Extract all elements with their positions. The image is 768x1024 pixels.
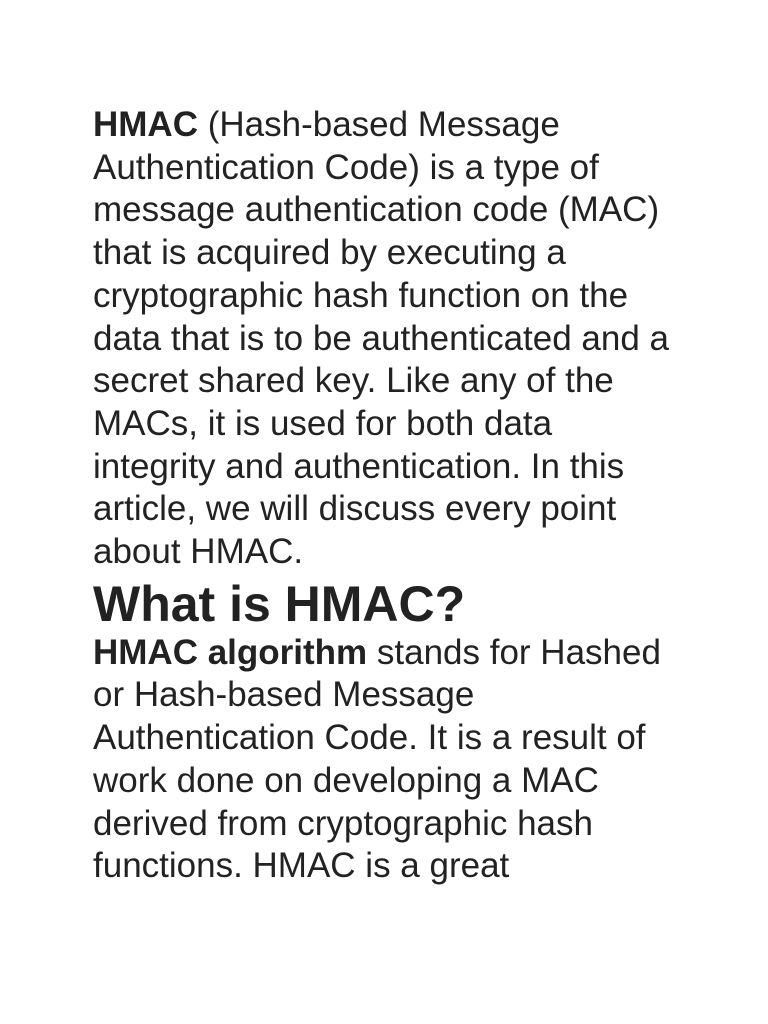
intro-lead-term: HMAC [93, 105, 198, 144]
document-page [93, 104, 683, 888]
intro-text: (Hash-based Message Authentication Code) is a type of message authentication code (MAC) that is acquired by executing a cryptographic hash function on the data that is to be authenticated and a secret shared key. Like any of the MACs, it is used for both data integrity and authentication. In this article, we will discuss every point about HMAC. [93, 105, 669, 572]
section-heading: What is HMAC? [93, 575, 466, 632]
section-text: stands for Hashed or Hash-based Message Authentication Code. It is a result of work done on developing a MAC derived from cryptographic hash functions. HMAC is a great [93, 632, 661, 886]
section-paragraph [93, 632, 683, 888]
intro-paragraph [93, 104, 683, 574]
section-lead-term: HMAC algorithm [93, 632, 368, 672]
